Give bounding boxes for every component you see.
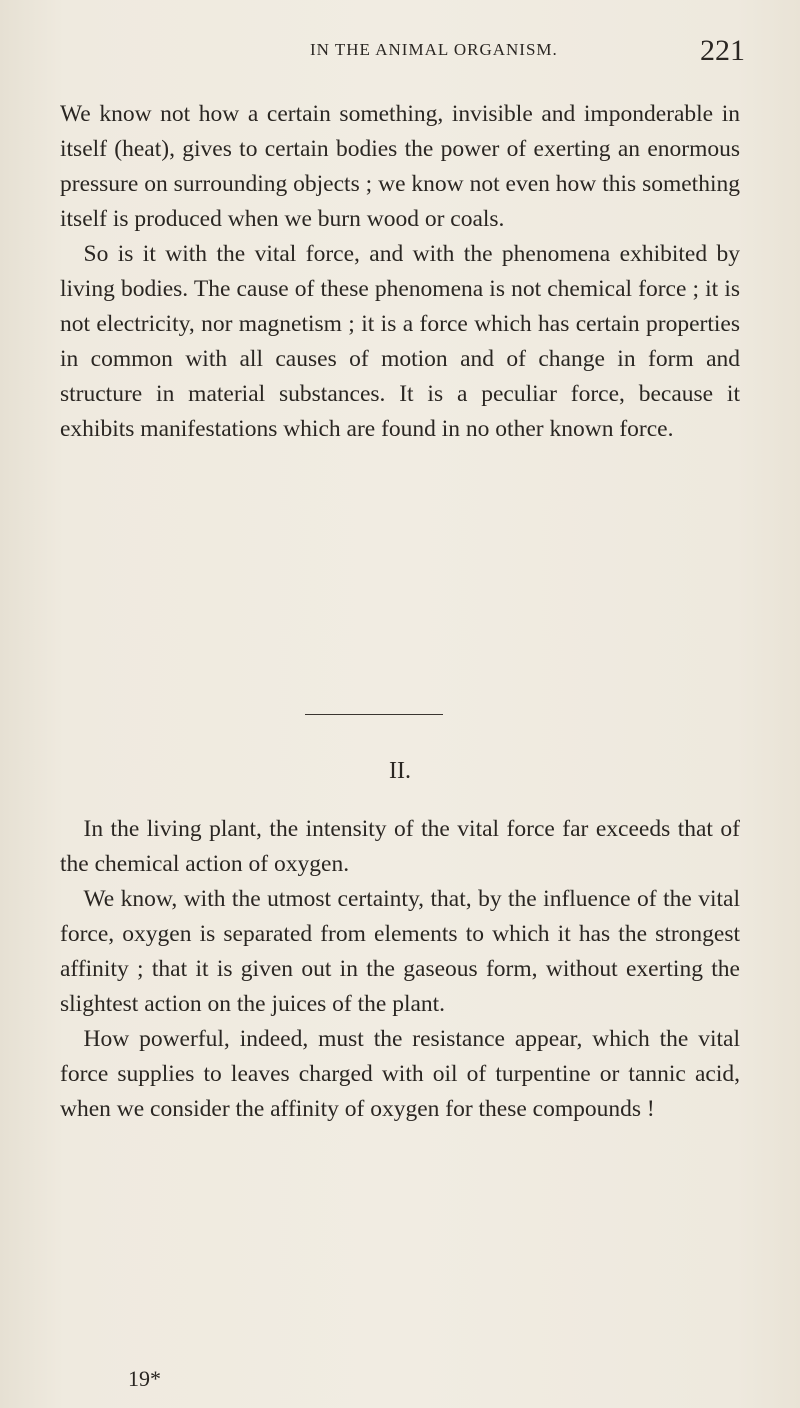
- page-header: [200, 34, 745, 74]
- paragraph: We know not how a certain something, invisible and imponderable in itself (heat), gives to certain bodies the power of exerting an enormous pressure on surrounding objects ; we know not even how this something itself is produced when we burn wood or coals.: [60, 101, 740, 232]
- paragraph: In the living plant, the intensity of the vital force far exceeds that of the chemical action of oxygen.: [60, 816, 740, 877]
- section-2-body: [60, 812, 740, 1127]
- page-number: 221: [700, 34, 745, 67]
- running-head: IN THE ANIMAL ORGANISM.: [310, 40, 558, 59]
- paragraph: We know, with the utmost certainty, that, by the influence of the vital force, oxygen is separated from elements to which it has the strongest affinity ; that it is given out in the gaseous form, without exerting the slightest action on the juices of the plant.: [60, 886, 740, 1017]
- section-number: II.: [389, 758, 411, 784]
- paragraph: So is it with the vital force, and with the phenomena exhibited by living bodies. The cause of these phenomena is not chemical force ; it is not electricity, nor magnetism ; it is a force which has certain properties in common with all causes of motion and of change in form and structure in material substances. It is a peculiar force, because it exhibits manifestations which are found in no other known force.: [60, 241, 740, 442]
- section-1-body: [60, 97, 740, 447]
- signature-mark: 19*: [128, 1366, 161, 1391]
- paragraph: How powerful, indeed, must the resistance appear, which the vital force supplies to leaves charged with oil of turpentine or tannic acid, when we consider the affinity of oxygen for these compounds !: [60, 1026, 740, 1122]
- section-divider: [305, 714, 443, 715]
